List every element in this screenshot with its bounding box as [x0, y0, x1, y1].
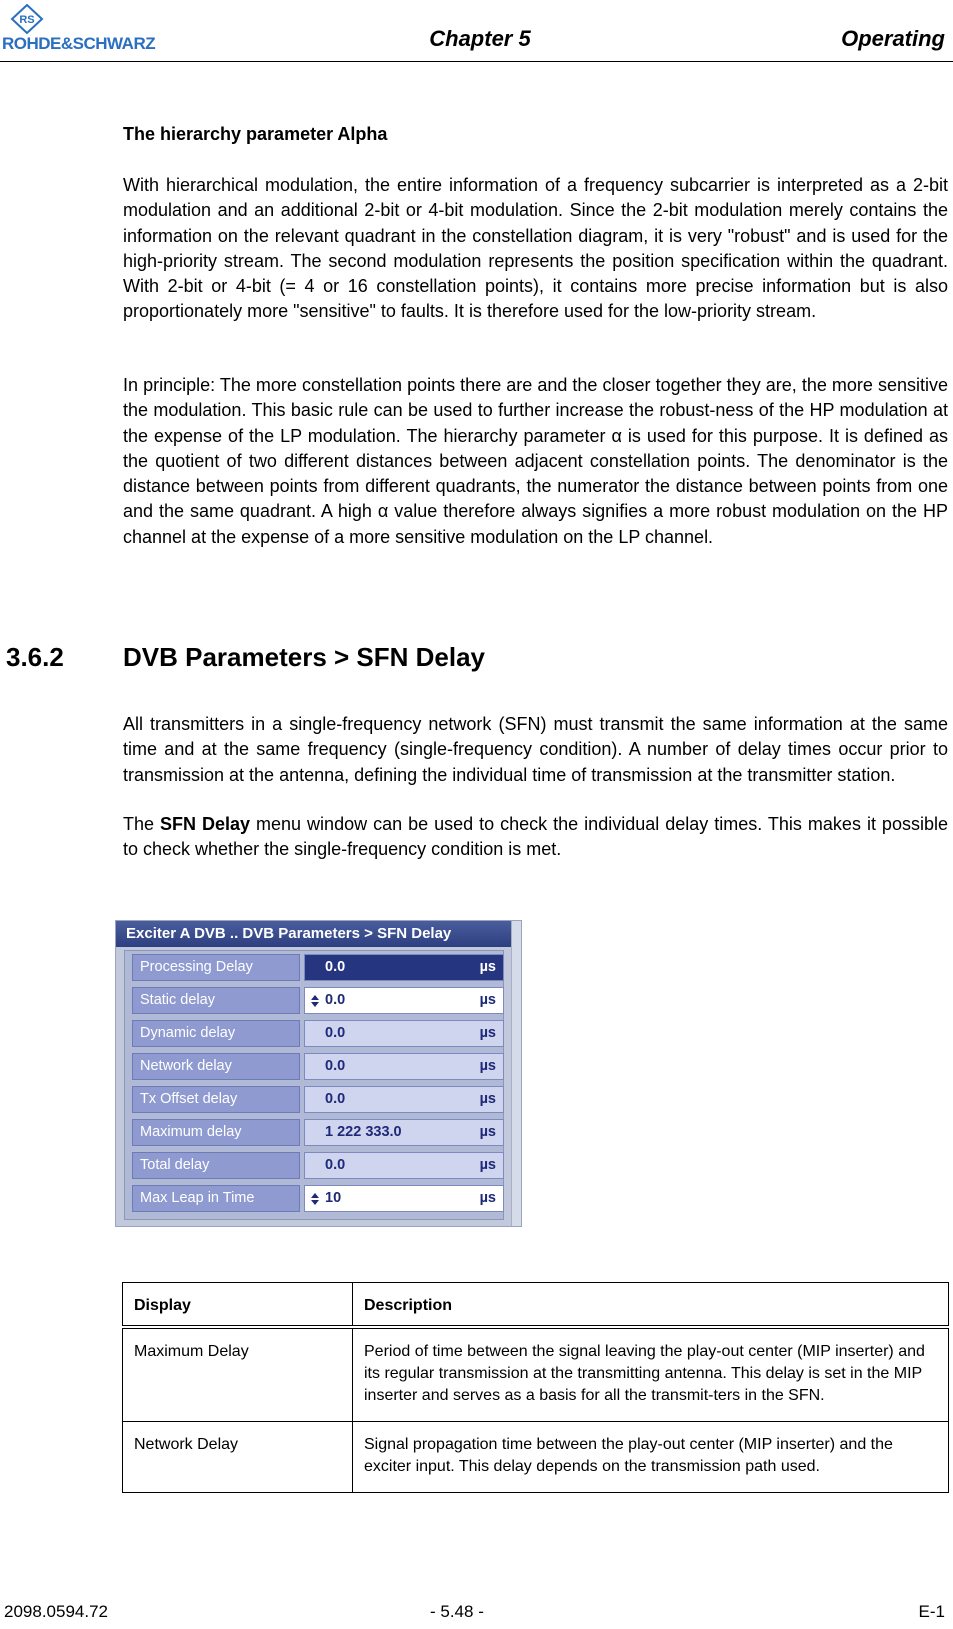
dialog-title: Exciter A DVB .. DVB Parameters > SFN Delay — [116, 921, 513, 947]
table-cell-display: Maximum Delay — [123, 1327, 353, 1422]
row-value: 0.0 — [325, 959, 346, 975]
row-value: 0.0 — [325, 1091, 346, 1107]
paragraph-sfn-intro: All transmitters in a single-frequency network (SFN) must transmit the same information at the same time and at the same frequency (single-frequency condition). A number of delay times occur prior to transmission at the antenna, defining the individual time of transmission at the transmitter station. — [123, 714, 948, 785]
row-label: Network delay — [132, 1053, 300, 1080]
footer-doc-number: 2098.0594.72 — [4, 1602, 108, 1621]
chapter-label: Chapter 5 — [429, 26, 531, 51]
sfn-delay-term: SFN Delay — [160, 814, 251, 834]
row-label: Processing Delay — [132, 954, 300, 981]
row-maximum-delay — [132, 1119, 504, 1146]
spin-arrows-icon[interactable] — [311, 995, 319, 1007]
subheading-alpha: The hierarchy parameter Alpha — [123, 124, 388, 144]
row-unit: µs — [479, 992, 496, 1008]
table-header-row — [123, 1283, 949, 1327]
network-delay-value[interactable] — [304, 1053, 504, 1080]
table-row — [123, 1421, 949, 1492]
row-max-leap-in-time — [132, 1185, 504, 1212]
row-label: Tx Offset delay — [132, 1086, 300, 1113]
row-unit: µs — [479, 1025, 496, 1041]
table-row — [123, 1327, 949, 1422]
paragraph-alpha-principle: In principle: The more constellation points there are and the closer together they are, the more sensitive the modulation. This basic rule can be used to further increase the robust-ness of the HP modulation at the expense of the LP modulation. The hierarchy parameter α is used for this purpose. It is defined as the quotient of two different distances between adjacent constellation points. The denominator is the distance between points from different quadrants, the numerator the distance between points from one and the same quadrant. A high α value therefore always signifies a more robust modulation on the HP channel at the expense of a more sensitive modulation on the LP channel. — [123, 375, 948, 547]
row-static-delay — [132, 987, 504, 1014]
dialog-scrollbar[interactable] — [511, 921, 521, 1226]
row-label: Static delay — [132, 987, 300, 1014]
paragraph-sfn-menu-pre: The — [123, 814, 161, 834]
logo-diamond-icon — [10, 4, 44, 34]
dynamic-delay-value[interactable] — [304, 1020, 504, 1047]
tx-offset-delay-value[interactable] — [304, 1086, 504, 1113]
row-unit: µs — [479, 1190, 496, 1206]
footer-edition: E-1 — [918, 1602, 945, 1621]
svg-text:RS: RS — [19, 14, 35, 26]
row-unit: µs — [479, 1124, 496, 1140]
row-total-delay — [132, 1152, 504, 1179]
table-cell-description: Signal propagation time between the play-out center (MIP inserter) and the exciter input. This delay depends on the transmission path used. — [353, 1421, 949, 1492]
row-dynamic-delay — [132, 1020, 504, 1047]
row-unit: µs — [479, 1058, 496, 1074]
column-header-description: Description — [353, 1283, 949, 1327]
maximum-delay-value[interactable] — [304, 1119, 504, 1146]
paragraph-hierarchical-modulation: With hierarchical modulation, the entire information of a frequency subcarrier is interpreted as a 2-bit modulation and an additional 2-bit or 4-bit modulation. Since the 2-bit modulation merely contains the information on the relevant quadrant in the constellation diagram, it is very "robust" and is used for the high-priority stream. The second modulation represents the position specification within the quadrant. With 2-bit or 4-bit (= 4 or 16 constellation points), it contains more precise information but is also proportionately more "sensitive" to faults. It is therefore used for the low-priority stream. — [123, 175, 948, 322]
row-value: 0.0 — [325, 1058, 346, 1074]
row-value: 1 222 333.0 — [325, 1124, 402, 1140]
row-processing-delay — [132, 954, 504, 981]
row-label: Dynamic delay — [132, 1020, 300, 1047]
header-rule — [0, 61, 953, 62]
rohde-schwarz-logo — [2, 4, 227, 53]
total-delay-value[interactable] — [304, 1152, 504, 1179]
row-unit: µs — [479, 1091, 496, 1107]
table-cell-description: Period of time between the signal leaving the play-out center (MIP inserter) and its regular transmission at the transmitting antenna. This delay is set in the MIP inserter and serves as a basis for all the transmit-ters in the SFN. — [353, 1327, 949, 1422]
paragraph-sfn-menu — [123, 812, 948, 863]
display-description-table — [122, 1282, 949, 1493]
section-label: Operating — [841, 26, 945, 51]
row-label: Total delay — [132, 1152, 300, 1179]
processing-delay-value[interactable] — [304, 954, 504, 981]
logo-wordmark: ROHDE&SCHWARZ — [2, 34, 156, 53]
footer-page-number: - 5.48 - — [430, 1602, 484, 1621]
paragraph-sfn-menu-post: menu window can be used to check the individual delay times. This makes it possible to check whether the single-frequency condition is met. — [123, 814, 948, 860]
sfn-delay-dialog — [115, 920, 522, 1227]
section-title: DVB Parameters > SFN Delay — [123, 642, 486, 672]
row-tx-offset-delay — [132, 1086, 504, 1113]
static-delay-input[interactable] — [304, 987, 504, 1014]
row-label: Max Leap in Time — [132, 1185, 300, 1212]
row-unit: µs — [479, 959, 496, 975]
column-header-display: Display — [123, 1283, 353, 1327]
row-value: 10 — [325, 1190, 342, 1206]
max-leap-in-time-input[interactable] — [304, 1185, 504, 1212]
row-value: 0.0 — [325, 1157, 346, 1173]
row-unit: µs — [479, 1157, 496, 1173]
row-network-delay — [132, 1053, 504, 1080]
row-label: Maximum delay — [132, 1119, 300, 1146]
table-cell-display: Network Delay — [123, 1421, 353, 1492]
row-value: 0.0 — [325, 992, 346, 1008]
section-number: 3.6.2 — [6, 642, 64, 672]
spin-arrows-icon[interactable] — [311, 1193, 319, 1205]
row-value: 0.0 — [325, 1025, 346, 1041]
